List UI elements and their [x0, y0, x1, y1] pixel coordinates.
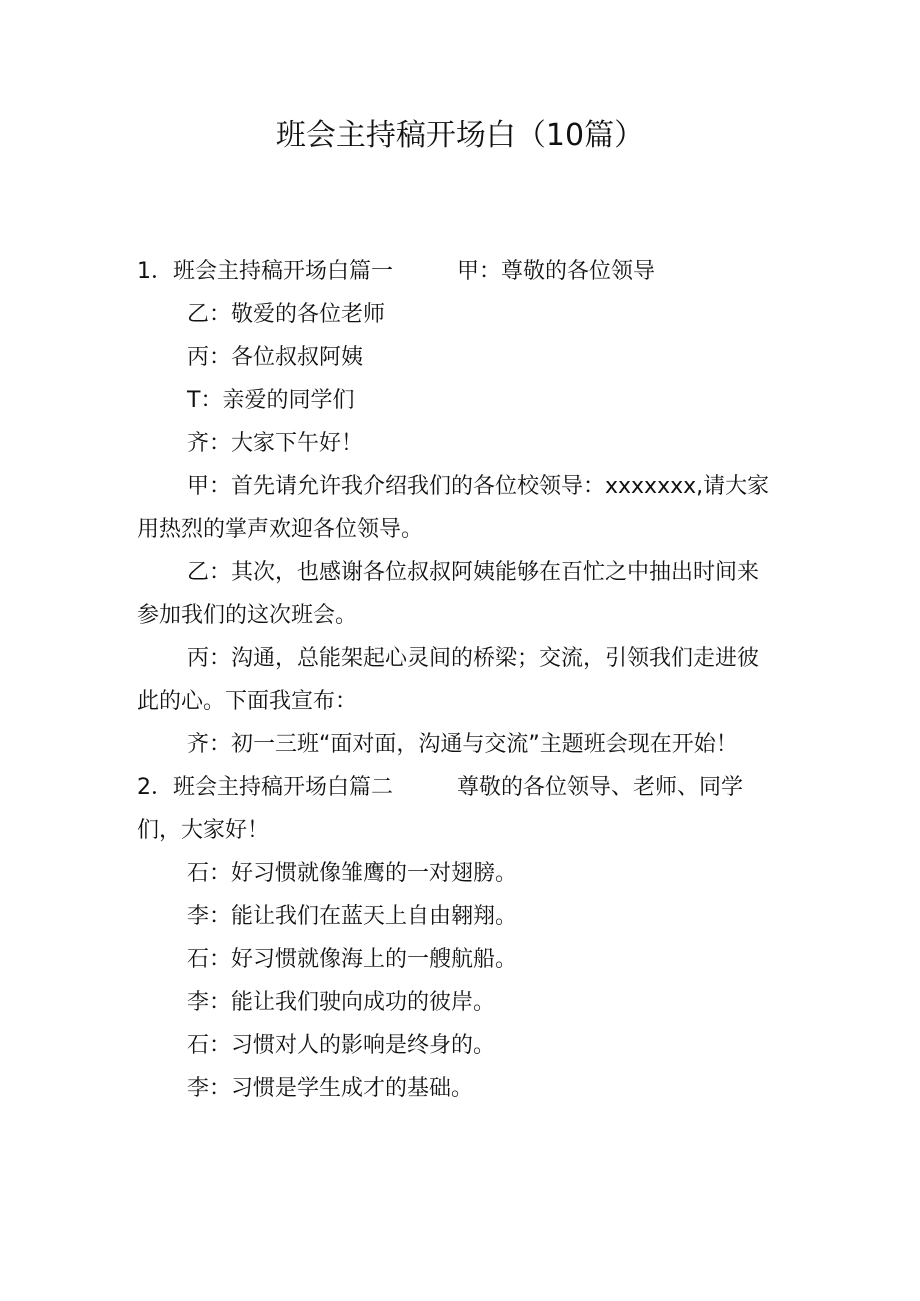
section-2-line: 李：能让我们驶向成功的彼岸。 — [187, 990, 496, 1015]
section-2-heading-para — [137, 766, 777, 852]
section-2-first-line: 尊敬的各位领导、老师、同学们，大家好！ — [137, 775, 744, 843]
document-body — [137, 250, 777, 1110]
section-2-line: 石：好习惯就像雏鹰的一对翅膀。 — [187, 861, 518, 886]
section-1-line: 乙：其次，也感谢各位叔叔阿姨能够在百忙之中抽出时间来参加我们的这次班会。 — [137, 560, 760, 628]
document-title: 班会主持稿开场白（10篇） — [275, 118, 645, 153]
section-1-line: 乙：敬爱的各位老师 — [187, 302, 386, 327]
section-2-line: 石：好习惯就像海上的一艘航船。 — [187, 947, 518, 972]
section-1-heading-line — [137, 250, 777, 293]
section-1-line: T：亲爱的同学们 — [187, 388, 355, 413]
section-1-line: 丙：沟通，总能架起心灵间的桥梁；交流，引领我们走进彼此的心。下面我宣布： — [137, 646, 760, 714]
section-2-heading: 2．班会主持稿开场白篇二 — [137, 775, 393, 800]
section-1-line: 丙：各位叔叔阿姨 — [187, 345, 364, 370]
section-2-line: 李：能让我们在蓝天上自由翱翔。 — [187, 904, 518, 929]
section-1-line: 齐：大家下午好！ — [187, 431, 364, 456]
section-1-first-line: 甲：尊敬的各位领导 — [457, 259, 656, 284]
section-1-heading: 1．班会主持稿开场白篇一 — [137, 259, 393, 284]
section-1-line: 甲：首先请允许我介绍我们的各位校领导：xxxxxxx,请大家用热烈的掌声欢迎各位领导。 — [137, 474, 770, 542]
section-2-line: 石：习惯对人的影响是终身的。 — [187, 1033, 496, 1058]
section-2-line: 李：习惯是学生成才的基础。 — [187, 1076, 474, 1101]
section-1-line: 齐：初一三班“面对面，沟通与交流”主题班会现在开始！ — [187, 732, 738, 757]
